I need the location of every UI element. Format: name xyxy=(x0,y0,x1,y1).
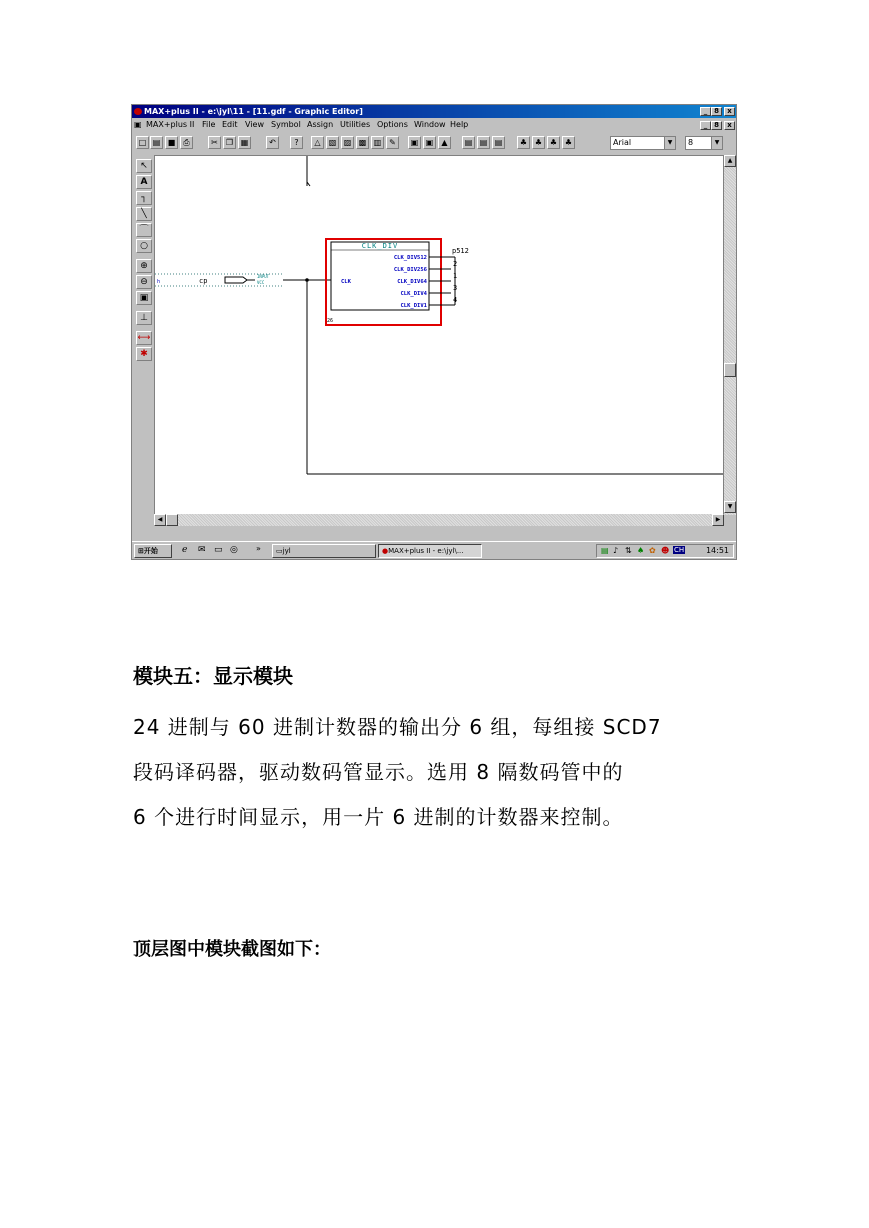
print-icon[interactable]: ⎙ xyxy=(180,136,193,149)
waveform-icon[interactable]: ✎ xyxy=(386,136,399,149)
toolbar xyxy=(132,133,736,154)
open-file-icon[interactable]: ▤ xyxy=(150,136,163,149)
tray-icon[interactable]: ♠ xyxy=(637,546,645,555)
close-button[interactable]: x xyxy=(724,107,735,116)
vertical-scrollbar[interactable] xyxy=(724,155,736,515)
menu-window[interactable]: Window xyxy=(414,120,446,129)
menu-help[interactable]: Help xyxy=(450,120,469,129)
app-menu-icon[interactable]: ▣ xyxy=(134,120,142,129)
input-pin-vcc: VCC xyxy=(257,280,265,285)
arc-tool-icon[interactable]: ⌒ xyxy=(136,223,152,237)
floorplan-icon[interactable]: ▨ xyxy=(341,136,354,149)
outlook-icon[interactable]: ✉ xyxy=(198,545,206,555)
volume-icon[interactable]: ♪ xyxy=(613,546,619,555)
tray-icon[interactable]: ✿ xyxy=(649,546,656,555)
menu-assign[interactable]: Assign xyxy=(307,120,334,129)
quick-launch-overflow[interactable]: » xyxy=(256,544,261,553)
new-file-icon[interactable]: □ xyxy=(136,136,149,149)
restore-button[interactable]: 8 xyxy=(711,107,722,116)
undo-icon[interactable]: ↶ xyxy=(266,136,279,149)
font-select[interactable] xyxy=(610,136,676,150)
paragraph-line: 段码译码器，驱动数码管显示。选用 8 隔数码管中的 xyxy=(133,760,624,784)
taskbar xyxy=(132,541,736,560)
start-label: 开始 xyxy=(143,547,158,555)
menu-utilities[interactable]: Utilities xyxy=(340,120,371,129)
instance-number: 26 xyxy=(327,318,334,324)
project-check-icon[interactable]: ▤ xyxy=(492,136,505,149)
text-editor-icon[interactable]: ▥ xyxy=(371,136,384,149)
title-bar xyxy=(132,105,736,118)
windows-logo-icon: ⊞ xyxy=(138,547,144,555)
timing-icon[interactable]: ▲ xyxy=(438,136,451,149)
menu-view[interactable]: View xyxy=(245,120,264,129)
vertical-scroll-thumb[interactable] xyxy=(724,363,736,377)
input-method-icon[interactable]: CH xyxy=(674,546,685,554)
help-pointer-icon[interactable]: ? xyxy=(290,136,303,149)
project-save-icon[interactable]: ▤ xyxy=(477,136,490,149)
folder-icon: ▭ xyxy=(276,547,283,555)
diagonal-line-icon[interactable]: ╲ xyxy=(136,207,152,221)
input-pin-type: INPUT xyxy=(257,274,270,279)
output-port-label: CLK_DIV256 xyxy=(393,267,427,273)
size-select[interactable] xyxy=(685,136,723,150)
doc-close-button[interactable]: x xyxy=(724,121,735,130)
task-button-maxplus[interactable] xyxy=(378,544,482,558)
hierarchy-up-icon[interactable]: △ xyxy=(311,136,324,149)
save-icon[interactable]: ■ xyxy=(165,136,178,149)
pin-number: 1 xyxy=(453,272,458,280)
orthogonal-line-icon[interactable]: ┐ xyxy=(136,191,152,205)
chevron-down-icon: ▼ xyxy=(664,137,675,149)
schematic-drawing xyxy=(155,156,723,514)
copy-icon[interactable]: ❐ xyxy=(223,136,236,149)
desktop-icon[interactable]: ▭ xyxy=(214,545,223,555)
left-label: h xyxy=(157,279,161,285)
disconnect-icon[interactable]: ✱ xyxy=(136,347,152,361)
tray-icon[interactable]: ☻ xyxy=(661,546,670,555)
symbol-editor-icon[interactable]: ▩ xyxy=(356,136,369,149)
ie-icon[interactable]: ℯ xyxy=(182,545,188,555)
chevron-down-icon: ▼ xyxy=(711,137,722,149)
doc-minimize-button[interactable]: _ xyxy=(700,121,711,130)
maxplus-icon: ● xyxy=(382,547,389,555)
network-icon[interactable]: ⇅ xyxy=(625,546,632,555)
menu-file[interactable]: File xyxy=(202,120,216,129)
menu-symbol[interactable]: Symbol xyxy=(271,120,301,129)
paragraph-line: 24 进制与 60 进制计数器的输出分 6 组，每组接 SCD7 xyxy=(133,715,662,739)
scroll-up-icon[interactable]: ▲ xyxy=(724,155,736,167)
output-port-label: CLK_DIV1 xyxy=(400,303,427,309)
input-port-label: CLK xyxy=(341,279,351,285)
tool-d-icon[interactable]: ♣ xyxy=(562,136,575,149)
cut-icon[interactable]: ✂ xyxy=(208,136,221,149)
simulate-icon[interactable]: ▣ xyxy=(423,136,436,149)
tool-c-icon[interactable]: ♣ xyxy=(547,136,560,149)
horizontal-scrollbar[interactable] xyxy=(154,514,724,526)
paste-icon[interactable]: ▦ xyxy=(238,136,251,149)
start-button[interactable] xyxy=(134,544,172,558)
window-title: MAX+plus II - e:\jyl\11 - [11.gdf - Graphic Editor] xyxy=(144,107,363,116)
scroll-right-icon[interactable]: ▶ xyxy=(712,514,724,526)
block-title: CLK_DIV xyxy=(361,242,399,250)
scroll-down-icon[interactable]: ▼ xyxy=(724,501,736,513)
section-paragraph xyxy=(133,705,753,840)
junction-dot xyxy=(305,278,309,282)
net-label: p512 xyxy=(452,247,469,255)
selection-tool-icon[interactable]: ↖ xyxy=(136,159,152,173)
program-icon[interactable]: ▤ xyxy=(462,136,475,149)
task-label: MAX+plus II - e:\jyl\... xyxy=(388,547,464,555)
menu-maxplus[interactable]: MAX+plus II xyxy=(146,120,195,129)
menu-edit[interactable]: Edit xyxy=(222,120,238,129)
pin-number: 4 xyxy=(453,296,458,304)
app-logo-icon xyxy=(134,108,142,115)
scroll-left-icon[interactable]: ◀ xyxy=(154,514,166,526)
size-select-value: 8 xyxy=(688,138,694,147)
schematic-canvas[interactable] xyxy=(154,155,724,515)
pin-number: 3 xyxy=(453,284,458,292)
compile-icon[interactable]: ▣ xyxy=(408,136,421,149)
system-tray xyxy=(596,544,734,558)
horizontal-scroll-thumb[interactable] xyxy=(166,514,178,526)
menu-options[interactable]: Options xyxy=(377,120,408,129)
rubberband-icon[interactable]: ⊥ xyxy=(136,311,152,325)
minimize-button[interactable]: _ xyxy=(700,107,711,116)
tray-icon[interactable]: ▤ xyxy=(601,546,609,555)
text-tool-icon[interactable]: A xyxy=(136,175,152,189)
input-pin-symbol[interactable] xyxy=(225,277,247,283)
output-port-label: CLK_DIV512 xyxy=(393,255,427,261)
input-pin-name: cp xyxy=(199,277,208,285)
channel-icon[interactable]: ◎ xyxy=(230,545,238,555)
zoom-out-icon[interactable]: ⊖ xyxy=(136,275,152,289)
tool-b-icon[interactable]: ♣ xyxy=(532,136,545,149)
pin-number: 2 xyxy=(453,260,458,268)
zoom-in-icon[interactable]: ⊕ xyxy=(136,259,152,273)
output-port-label: CLK_DIV4 xyxy=(400,291,427,297)
figure-caption: 顶层图中模块截图如下： xyxy=(133,939,331,960)
task-label: jyl xyxy=(282,547,291,555)
paragraph-line: 6 个进行时间显示，用一片 6 进制的计数器来控制。 xyxy=(133,805,624,829)
circle-tool-icon[interactable]: ○ xyxy=(136,239,152,253)
fit-window-icon[interactable]: ▣ xyxy=(136,291,152,305)
connect-icon[interactable]: ⟷ xyxy=(137,333,151,343)
task-button-jyl[interactable] xyxy=(272,544,376,558)
section-heading: 模块五：显示模块 xyxy=(133,664,293,688)
output-port-label: CLK_DIV64 xyxy=(397,279,427,285)
doc-restore-button[interactable]: 8 xyxy=(711,121,722,130)
screenshot-window xyxy=(131,104,737,560)
clk-div-block[interactable] xyxy=(331,242,429,310)
tool-a-icon[interactable]: ♣ xyxy=(517,136,530,149)
open-hierarchy-icon[interactable]: ▧ xyxy=(326,136,339,149)
drawing-palette xyxy=(134,155,154,515)
clock: 14:51 xyxy=(705,546,729,555)
menu-bar xyxy=(132,118,736,132)
font-select-value: Arial xyxy=(613,138,632,147)
